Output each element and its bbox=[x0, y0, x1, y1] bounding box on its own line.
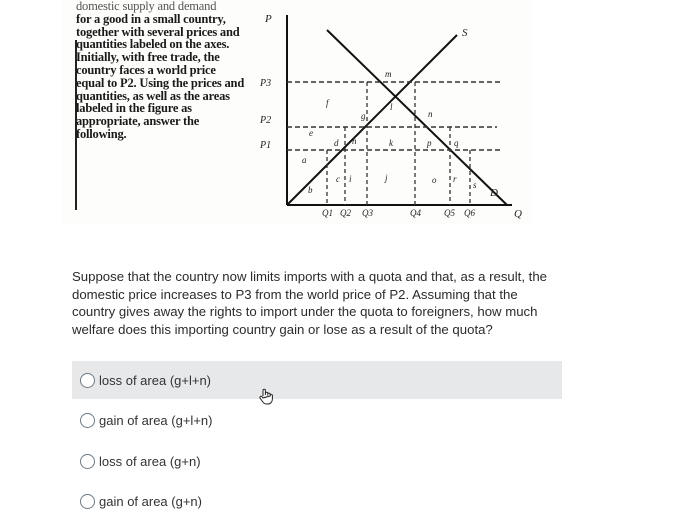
radio-circle-icon[interactable] bbox=[80, 494, 95, 509]
area-label-j: j bbox=[385, 173, 388, 183]
radio-circle-icon[interactable] bbox=[80, 413, 95, 428]
textbook-scan bbox=[62, 0, 532, 225]
area-label-r: r bbox=[453, 174, 457, 184]
area-label-c: c bbox=[336, 174, 340, 184]
quantity-label-q5: Q5 bbox=[444, 208, 455, 218]
answer-option-1[interactable] bbox=[72, 361, 562, 399]
answer-option-4[interactable] bbox=[72, 482, 562, 520]
answer-option-label: loss of area (g+n) bbox=[99, 453, 201, 469]
price-label-p1: P1 bbox=[260, 140, 272, 151]
quantity-label-q3: Q3 bbox=[362, 208, 373, 218]
area-label-h: h bbox=[352, 136, 357, 146]
answer-option-2[interactable] bbox=[72, 401, 562, 439]
price-label-p2: P2 bbox=[260, 115, 272, 126]
answer-option-label: loss of area (g+l+n) bbox=[99, 372, 212, 388]
area-label-m: m bbox=[385, 69, 392, 79]
area-label-p: p bbox=[427, 138, 432, 148]
area-label-g: g bbox=[361, 111, 366, 121]
question-text: Suppose that the country now limits imports with a quota and that, as a result, the domestic price increases to P3 from the world price of P2. Assuming that the country gives away the rights to import under the quota to foreigners, how much welfare does this importing country gain or lose as a result of the quota? bbox=[72, 269, 548, 337]
answer-option-label: gain of area (g+l+n) bbox=[99, 412, 213, 428]
quantity-label-q6: Q6 bbox=[464, 208, 475, 218]
area-label-s: s bbox=[473, 180, 477, 190]
area-label-k: k bbox=[389, 138, 393, 148]
area-label-q: q bbox=[454, 138, 459, 148]
radio-circle-icon[interactable] bbox=[80, 373, 95, 388]
area-label-a: a bbox=[302, 155, 307, 165]
quantity-label-q4: Q4 bbox=[410, 208, 421, 218]
area-label-o: o bbox=[432, 175, 437, 185]
supply-label: S bbox=[462, 27, 468, 39]
quantity-label-q2: Q2 bbox=[340, 208, 351, 218]
radio-circle-icon[interactable] bbox=[80, 454, 95, 469]
scan-cut-line: domestic supply and demand bbox=[76, 0, 217, 13]
axis-label-q: Q bbox=[514, 208, 522, 220]
scan-paragraph-2: Initially, with free trade, the country faces a world price equal to P2. Using the prices and quantities, as well as the areas labeled in the figure as appropriate, answer the following. bbox=[76, 50, 245, 141]
price-label-p3: P3 bbox=[260, 78, 272, 89]
answer-option-label: gain of area (g+n) bbox=[99, 493, 202, 509]
axis-label-p: P bbox=[265, 13, 272, 25]
demand-label: D bbox=[490, 187, 498, 199]
demand-curve bbox=[327, 30, 507, 205]
supply-demand-graph bbox=[242, 0, 532, 225]
area-label-e: e bbox=[309, 128, 313, 138]
area-label-f: f bbox=[326, 98, 329, 108]
area-label-l: l bbox=[390, 102, 393, 112]
area-label-b: b bbox=[308, 185, 313, 195]
scan-text bbox=[76, 0, 246, 141]
hand-cursor-icon bbox=[258, 388, 274, 406]
answer-option-3[interactable] bbox=[72, 442, 562, 480]
quantity-label-q1: Q1 bbox=[322, 208, 333, 218]
scan-paragraph-1: for a good in a small country, together with several prices and quantities labeled on the axes. bbox=[76, 11, 240, 52]
area-label-i: i bbox=[349, 174, 352, 184]
area-label-n: n bbox=[428, 109, 433, 119]
area-label-d: d bbox=[334, 138, 339, 148]
